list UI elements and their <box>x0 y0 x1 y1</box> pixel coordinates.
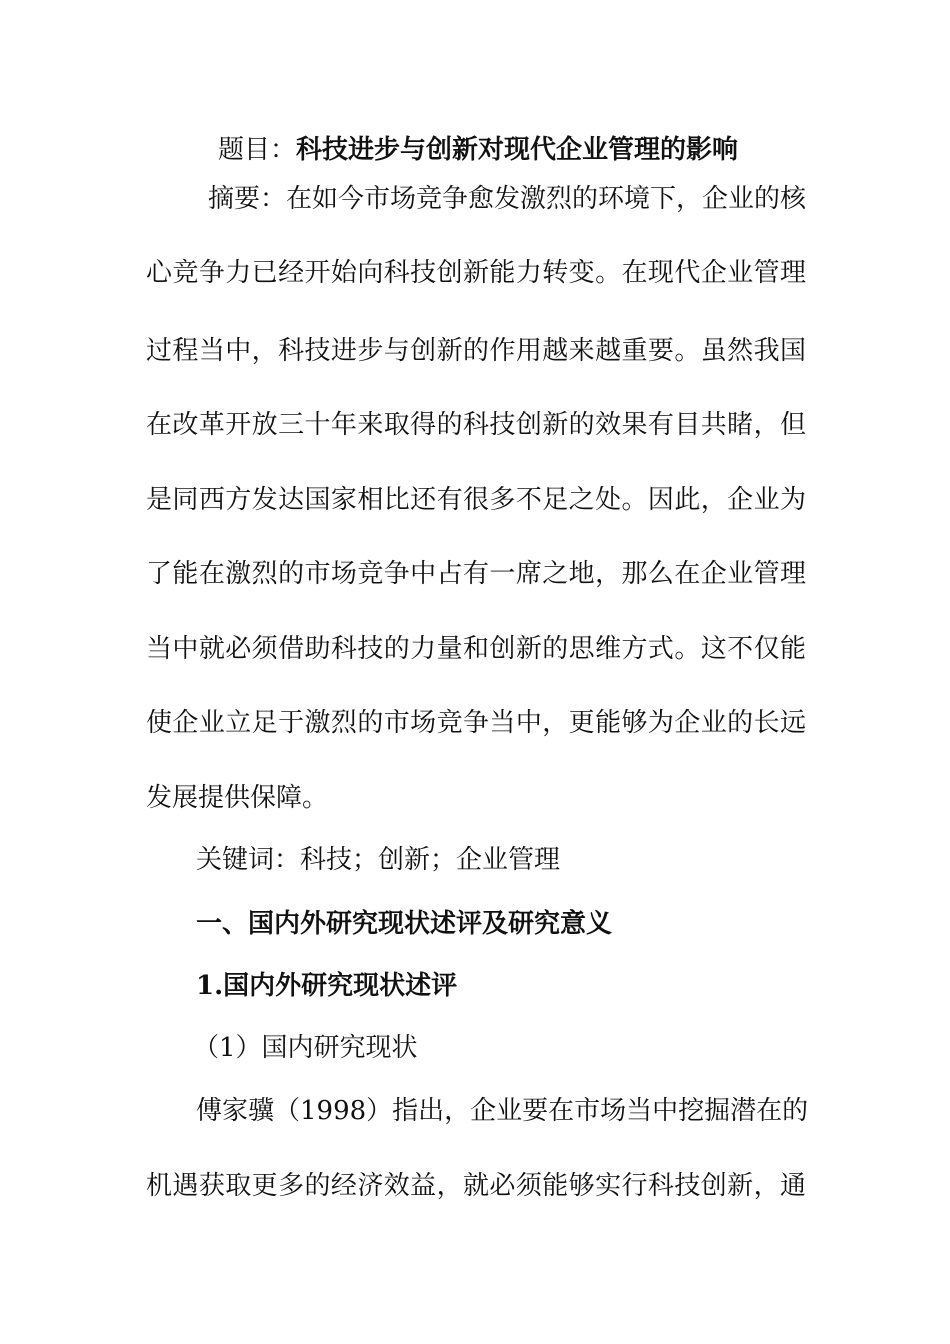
abstract-line: 当中就必须借助科技的力量和创新的思维方式。这不仅能 <box>146 634 806 664</box>
subsubsection-heading: （1）国内研究现状 <box>193 1033 418 1063</box>
abstract-line: 摘要：在如今市场竞争愈发激烈的环境下，企业的核 <box>208 184 807 214</box>
title-text: 科技进步与创新对现代企业管理的影响 <box>296 135 739 165</box>
section-heading: 一、国内外研究现状述评及研究意义 <box>196 909 613 939</box>
document-title <box>218 133 738 167</box>
title-prefix: 题目： <box>218 135 297 165</box>
body-line: 机遇获取更多的经济效益，就必须能够实行科技创新，通 <box>146 1171 806 1201</box>
abstract-line: 过程当中，科技进步与创新的作用越来越重要。虽然我国 <box>146 336 806 366</box>
abstract-line: 使企业立足于激烈的市场竞争当中，更能够为企业的长远 <box>146 708 806 738</box>
abstract-line: 心竞争力已经开始向科技创新能力转变。在现代企业管理 <box>146 258 806 288</box>
abstract-line: 是同西方发达国家相比还有很多不足之处。因此，企业为 <box>146 485 806 515</box>
abstract-line: 在改革开放三十年来取得的科技创新的效果有目共睹，但 <box>146 410 806 440</box>
body-line: 傅家骥（1998）指出，企业要在市场当中挖掘潜在的 <box>196 1096 809 1126</box>
subsection-heading: 1.国内外研究现状述评 <box>196 971 458 1001</box>
abstract-line: 发展提供保障。 <box>146 783 329 813</box>
keywords: 关键词：科技；创新；企业管理 <box>196 845 561 875</box>
abstract-line: 了能在激烈的市场竞争中占有一席之地，那么在企业管理 <box>146 559 806 589</box>
